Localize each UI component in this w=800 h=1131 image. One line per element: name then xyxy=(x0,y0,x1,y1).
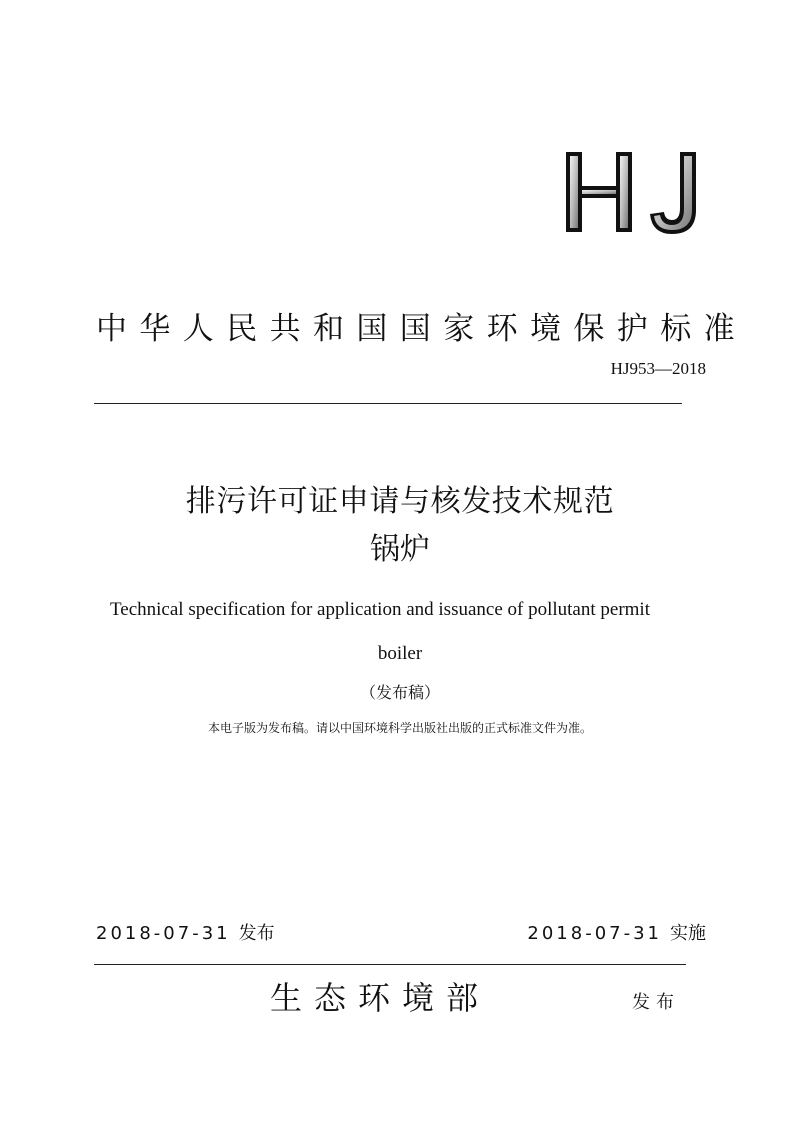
standard-number: HJ953—2018 xyxy=(610,359,706,378)
footer-divider xyxy=(94,964,686,965)
document-subtitle: 锅炉 xyxy=(370,532,430,567)
issued-label: 发布 xyxy=(632,992,680,1013)
draft-label: （发布稿） xyxy=(359,683,440,702)
logo-letter-h xyxy=(566,152,632,232)
implement-label: 实施 xyxy=(670,923,706,944)
english-title: Technical specification for application and issuance of pollutant permit xyxy=(110,599,650,620)
implement-date-line xyxy=(527,922,706,946)
document-title: 排污许可证申请与核发技术规范 xyxy=(185,484,615,519)
implement-date: 2018-07-31 xyxy=(527,923,662,944)
issuing-ministry: 生态环境部 xyxy=(270,979,491,1017)
agency-name: 中华人民共和国国家环境保护标准 xyxy=(96,311,747,347)
logo-letter-j xyxy=(650,152,696,234)
header-divider xyxy=(94,403,682,404)
edition-note: 本电子版为发布稿。请以中国环境科学出版社出版的正式标准文件为准。 xyxy=(207,721,592,735)
hj-logo xyxy=(560,148,710,238)
english-subtitle: boiler xyxy=(377,643,423,664)
issue-date-line xyxy=(96,922,275,946)
issue-date: 2018-07-31 xyxy=(96,923,231,944)
issue-label: 发布 xyxy=(238,923,275,944)
